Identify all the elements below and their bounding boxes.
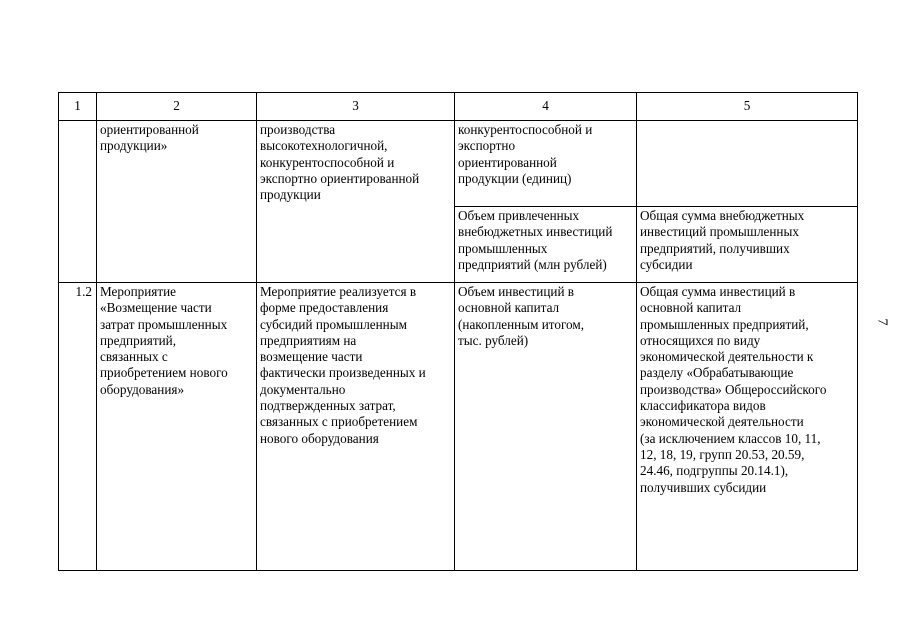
text-line: субсидии (640, 256, 693, 272)
text-line: продукции (единиц) (458, 170, 572, 186)
text-line: экспортно (458, 138, 516, 154)
text-line: связанных с приобретением (260, 414, 418, 430)
text-line: промышленных предприятий, (640, 316, 809, 332)
text-line: Объем инвестиций в (458, 284, 575, 299)
measure-name-cell (97, 283, 257, 571)
text-line: разделу «Обрабатывающие (640, 365, 794, 381)
text-line: оборудования» (100, 381, 185, 397)
header-col-1: 1 (59, 93, 97, 121)
text-line: Объем привлеченных (458, 208, 580, 223)
indicator-cell (455, 283, 637, 571)
text-line: предприятий, получивших (640, 240, 790, 256)
text-line: (накопленным итогом, (458, 316, 585, 332)
indicator-description-cell (637, 283, 858, 571)
header-col-4: 4 (455, 93, 637, 121)
text-line: приобретением нового (100, 365, 228, 381)
text-line: ориентированной (458, 154, 557, 170)
text-line: экономической деятельности (640, 414, 804, 430)
text-line: продукции (260, 187, 321, 203)
program-table (58, 92, 858, 571)
text-line: Общая сумма инвестиций в (640, 284, 796, 299)
text-line: конкурентоспособной и (260, 154, 395, 170)
row-number-cell: 1.2 (59, 283, 97, 571)
header-col-3: 3 (257, 93, 455, 121)
header-row (59, 93, 858, 121)
indicator-description-cell (637, 121, 858, 207)
text-line: продукции» (100, 138, 168, 154)
text-line: классификатора видов (640, 398, 766, 414)
text-line: Мероприятие реализуется в (260, 284, 417, 299)
text-line: документально (260, 381, 346, 397)
text-line: тыс. рублей) (458, 332, 529, 348)
text-line: ориентированной (100, 122, 199, 137)
text-line: производства» Общероссийского (640, 381, 827, 397)
indicator-cell (455, 207, 637, 283)
text-line: получивших субсидии (640, 479, 767, 495)
text-line: промышленных (458, 240, 548, 256)
header-col-5: 5 (637, 93, 858, 121)
measure-name-cell (97, 121, 257, 283)
text-line: высокотехнологичной, (260, 138, 388, 154)
text-line: основной капитал (640, 300, 742, 316)
text-line: субсидий промышленным (260, 316, 407, 332)
text-line: предприятий (млн рублей) (458, 256, 607, 272)
text-line: экспортно ориентированной (260, 170, 420, 186)
row-number-cell (59, 121, 97, 283)
indicator-description-cell (637, 207, 858, 283)
text-line: Мероприятие (100, 284, 177, 299)
text-line: 12, 18, 19, групп 20.53, 20.59, (640, 446, 805, 462)
text-line: нового оборудования (260, 430, 379, 446)
table-row (59, 283, 858, 571)
text-line: фактически произведенных и (260, 365, 426, 381)
text-line: относящихся по виду (640, 332, 761, 348)
text-line: подтвержденных затрат, (260, 398, 396, 414)
text-line: экономической деятельности к (640, 349, 814, 365)
text-line: инвестиций промышленных (640, 224, 799, 240)
text-line: затрат промышленных (100, 316, 228, 332)
measure-description-cell (257, 283, 455, 571)
text-line: «Возмещение части (100, 300, 212, 316)
text-line: предприятиям на (260, 332, 357, 348)
table-row (59, 121, 858, 207)
text-line: форме предоставления (260, 300, 389, 316)
text-line: связанных с (100, 349, 168, 365)
header-col-2: 2 (97, 93, 257, 121)
text-line: (за исключением классов 10, 11, (640, 430, 821, 446)
text-line: внебюджетных инвестиций (458, 224, 613, 240)
text-line: основной капитал (458, 300, 560, 316)
text-line: 24.46, подгруппы 20.14.1), (640, 463, 789, 479)
text-line: предприятий, (100, 332, 176, 348)
text-line: производства (260, 122, 336, 137)
text-line: конкурентоспособной и (458, 122, 593, 137)
measure-description-cell (257, 121, 455, 283)
indicator-cell (455, 121, 637, 207)
text-line: возмещение части (260, 349, 363, 365)
page-number: 7 (874, 318, 890, 326)
text-line: Общая сумма внебюджетных (640, 208, 805, 223)
